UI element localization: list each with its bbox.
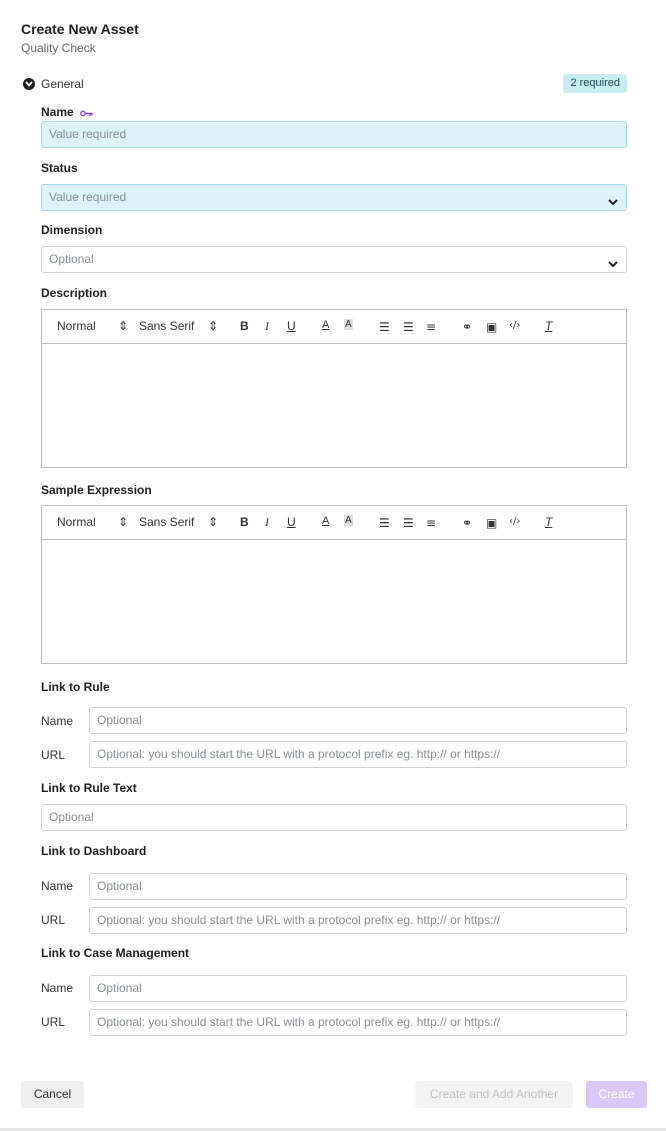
case-name-placeholder: Optional bbox=[97, 981, 142, 995]
case-url-placeholder: Optional: you should start the URL with a protocol prefix eg. http:// or https:// bbox=[97, 1015, 501, 1029]
align-icon[interactable]: ≡ bbox=[426, 320, 437, 334]
rule-url-label: URL bbox=[41, 748, 66, 762]
text-color-button[interactable]: A bbox=[322, 319, 330, 331]
name-input[interactable] bbox=[41, 121, 627, 148]
chevron-down-icon[interactable] bbox=[23, 78, 35, 90]
bold-button[interactable]: B bbox=[240, 319, 249, 333]
status-select-placeholder: Value required bbox=[49, 190, 127, 204]
description-toolbar bbox=[42, 310, 626, 344]
link-icon[interactable]: ⚭ bbox=[462, 320, 473, 334]
name-field-label bbox=[41, 105, 93, 120]
format-sort-icon[interactable]: ⇕ bbox=[118, 319, 129, 333]
dashboard-url-placeholder: Optional: you should start the URL with a protocol prefix eg. http:// or https:// bbox=[97, 913, 501, 927]
name-input-placeholder: Value required bbox=[49, 127, 127, 141]
description-editor[interactable] bbox=[41, 309, 627, 468]
underline-button[interactable]: U bbox=[287, 319, 296, 333]
text-color-button[interactable]: A bbox=[322, 515, 330, 527]
image-icon[interactable]: ▣ bbox=[486, 516, 498, 530]
chevron-down-icon bbox=[607, 254, 619, 266]
rule-text-input[interactable] bbox=[41, 804, 627, 831]
create-and-add-another-button[interactable]: Create and Add Another bbox=[415, 1081, 573, 1108]
bold-button[interactable]: B bbox=[240, 515, 249, 529]
description-field-label: Description bbox=[41, 286, 108, 300]
link-to-dashboard-label: Link to Dashboard bbox=[41, 844, 147, 858]
font-select[interactable]: Sans Serif bbox=[139, 515, 195, 529]
bullet-list-icon[interactable]: ☰ bbox=[403, 320, 414, 334]
italic-button[interactable]: I bbox=[265, 515, 269, 529]
align-icon[interactable]: ≡ bbox=[426, 516, 437, 530]
code-icon[interactable]: ‹/› bbox=[509, 516, 521, 527]
clear-format-button[interactable]: T bbox=[545, 515, 553, 529]
clear-format-button[interactable]: T bbox=[545, 319, 553, 333]
dimension-field-label: Dimension bbox=[41, 223, 103, 237]
case-name-label: Name bbox=[41, 981, 74, 995]
page-title: Create New Asset bbox=[21, 21, 139, 37]
dimension-select[interactable] bbox=[41, 246, 627, 273]
rule-name-label: Name bbox=[41, 714, 74, 728]
highlight-button[interactable]: A bbox=[345, 515, 352, 526]
dashboard-name-placeholder: Optional bbox=[97, 879, 142, 893]
format-select[interactable]: Normal bbox=[57, 319, 96, 333]
link-to-case-management-label: Link to Case Management bbox=[41, 946, 190, 960]
code-icon[interactable]: ‹/› bbox=[509, 320, 521, 331]
underline-button[interactable]: U bbox=[287, 515, 296, 529]
key-icon bbox=[80, 106, 93, 120]
font-sort-icon[interactable]: ⇕ bbox=[208, 515, 219, 529]
link-to-rule-text-label: Link to Rule Text bbox=[41, 781, 137, 795]
status-select[interactable] bbox=[41, 184, 627, 211]
format-sort-icon[interactable]: ⇕ bbox=[118, 515, 129, 529]
ordered-list-icon[interactable]: ☰ bbox=[379, 320, 390, 334]
rule-url-placeholder: Optional: you should start the URL with a protocol prefix eg. http:// or https:// bbox=[97, 747, 501, 761]
sample-expression-editor[interactable] bbox=[41, 505, 627, 664]
case-url-label: URL bbox=[41, 1015, 66, 1029]
section-label: General bbox=[41, 77, 84, 91]
format-select[interactable]: Normal bbox=[57, 515, 96, 529]
ordered-list-icon[interactable]: ☰ bbox=[379, 516, 390, 530]
page-subtitle: Quality Check bbox=[21, 41, 96, 55]
case-name-input[interactable] bbox=[89, 975, 627, 1002]
status-field-label: Status bbox=[41, 161, 78, 175]
highlight-button[interactable]: A bbox=[345, 319, 352, 330]
dashboard-url-label: URL bbox=[41, 913, 66, 927]
rule-name-placeholder: Optional bbox=[97, 713, 142, 727]
rule-url-input[interactable] bbox=[89, 741, 627, 768]
sample-expression-toolbar bbox=[42, 506, 626, 540]
cancel-button[interactable]: Cancel bbox=[21, 1081, 84, 1108]
dimension-select-placeholder: Optional bbox=[49, 252, 94, 266]
create-button[interactable]: Create bbox=[586, 1081, 647, 1108]
font-sort-icon[interactable]: ⇕ bbox=[208, 319, 219, 333]
section-general[interactable] bbox=[23, 74, 627, 94]
link-to-rule-label: Link to Rule bbox=[41, 680, 110, 694]
dashboard-name-input[interactable] bbox=[89, 873, 627, 900]
required-count-badge: 2 required bbox=[563, 74, 627, 93]
dashboard-name-label: Name bbox=[41, 879, 74, 893]
dashboard-url-input[interactable] bbox=[89, 907, 627, 934]
rule-text-placeholder: Optional bbox=[49, 810, 94, 824]
name-label-text: Name bbox=[41, 105, 74, 119]
italic-button[interactable]: I bbox=[265, 319, 269, 333]
bullet-list-icon[interactable]: ☰ bbox=[403, 516, 414, 530]
rule-name-input[interactable] bbox=[89, 707, 627, 734]
sample-expression-field-label: Sample Expression bbox=[41, 483, 152, 497]
case-url-input[interactable] bbox=[89, 1009, 627, 1036]
font-select[interactable]: Sans Serif bbox=[139, 319, 195, 333]
link-icon[interactable]: ⚭ bbox=[462, 516, 473, 530]
image-icon[interactable]: ▣ bbox=[486, 320, 498, 334]
chevron-down-icon bbox=[607, 192, 619, 204]
